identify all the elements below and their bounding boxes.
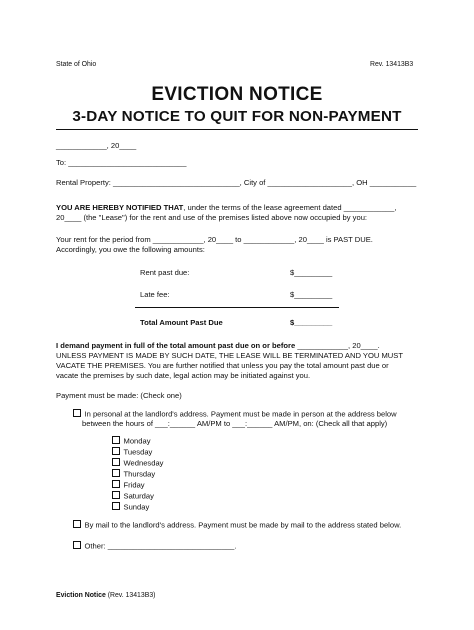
checkbox-other[interactable] <box>73 541 81 549</box>
option-by-mail <box>73 520 401 530</box>
state-label: State of Ohio <box>56 61 97 68</box>
footer <box>56 592 155 600</box>
day-friday <box>112 480 145 490</box>
day-label: Thursday <box>123 469 156 479</box>
late-fee-value: $_________ <box>290 290 333 299</box>
rental-property-line: Rental Property: ______________________________, City of ____________________, OH ___________ <box>56 178 417 187</box>
rent-period-line1: Your rent for the period from ____________, 20____ to ____________, 20____ is PAST DUE. <box>56 235 373 244</box>
document-subtitle: 3-DAY NOTICE TO QUIT FOR NON-PAYMENT <box>72 108 402 125</box>
checkbox-monday[interactable] <box>112 436 120 444</box>
day-label: Friday <box>123 480 145 490</box>
day-label: Sunday <box>123 502 150 512</box>
checkbox-sunday[interactable] <box>112 502 120 510</box>
payment-intro: Payment must be made: (Check one) <box>56 391 182 400</box>
demand-lead: I demand payment in full of the total amount past due on or before <box>56 341 296 350</box>
notified-rest: , under the terms of the lease agreement dated ____________, <box>183 203 397 212</box>
document-title: EVICTION NOTICE <box>151 84 323 105</box>
notified-lead: YOU ARE HEREBY NOTIFIED THAT <box>56 203 184 212</box>
rent-past-due-label: Rent past due: <box>140 268 190 277</box>
option-other-text: Other: ______________________________. <box>84 541 237 551</box>
checkbox-wednesday[interactable] <box>112 458 120 466</box>
day-label: Tuesday <box>123 447 153 457</box>
notified-paragraph-line2: 20____ (the "Lease") for the rent and use of the premises listed above now occupied by you: <box>56 213 368 222</box>
checkbox-friday[interactable] <box>112 480 120 488</box>
footer-title: Eviction Notice <box>56 592 106 599</box>
checkbox-by-mail[interactable] <box>73 520 81 528</box>
rent-past-due-value: $_________ <box>290 268 333 277</box>
day-monday <box>112 436 151 446</box>
demand-rest: ____________, 20____. <box>295 341 380 350</box>
total-label: Total Amount Past Due <box>140 318 223 327</box>
rent-period-line2: Accordingly, you owe the following amounts: <box>56 245 205 254</box>
total-value: $_________ <box>290 318 333 327</box>
late-fee-label: Late fee: <box>140 290 170 299</box>
day-sunday <box>112 502 149 512</box>
checkbox-thursday[interactable] <box>112 469 120 477</box>
to-line: To: ____________________________ <box>56 158 187 167</box>
checkbox-saturday[interactable] <box>112 491 120 499</box>
checkbox-in-person[interactable] <box>73 409 81 417</box>
option-other <box>73 541 237 551</box>
footer-revision: (Rev. 13413B3) <box>105 592 156 599</box>
day-saturday <box>112 491 154 501</box>
option-by-mail-text: By mail to the landlord's address. Payment must be made by mail to the address stated below. <box>84 520 402 530</box>
day-tuesday <box>112 447 152 457</box>
option-in-person-text: In personal at the landlord's address. Payment must be made in person at the address below <box>84 409 397 419</box>
option-in-person <box>73 409 397 419</box>
day-thursday <box>112 469 155 479</box>
day-label: Wednesday <box>123 458 164 468</box>
revision-label: Rev. 13413B3 <box>370 61 414 68</box>
date-line: ____________, 20____ <box>56 141 137 150</box>
demand-line1 <box>56 341 380 350</box>
option-in-person-line2: between the hours of ___:______ AM/PM to ___:______ AM/PM, on: (Check all that apply) <box>82 419 388 428</box>
day-label: Saturday <box>123 491 154 501</box>
demand-line4: vacate the premises by such date, legal action may be initiated against you. <box>56 371 311 380</box>
demand-line2: UNLESS PAYMENT IS MADE BY SUCH DATE, THE LEASE WILL BE TERMINATED AND YOU MUST <box>56 351 403 360</box>
checkbox-tuesday[interactable] <box>112 447 120 455</box>
day-label: Monday <box>123 436 151 446</box>
notified-paragraph-line1 <box>56 203 396 212</box>
day-wednesday <box>112 458 163 468</box>
demand-line3: VACATE THE PREMISES. You are further notified that unless you pay the total amount past due or <box>56 361 389 370</box>
title-underline <box>56 129 418 130</box>
total-rule <box>135 307 339 308</box>
